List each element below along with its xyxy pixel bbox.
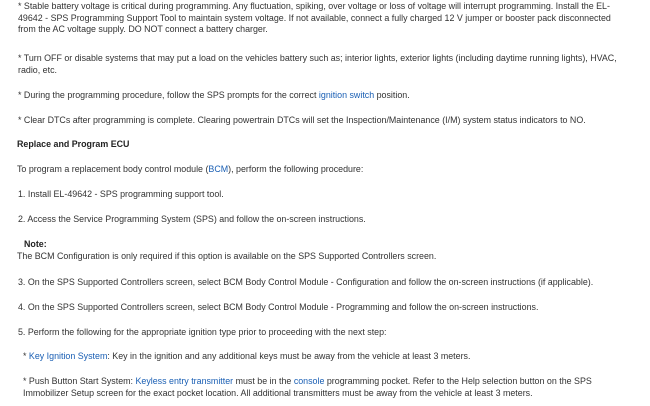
ignition-switch-link[interactable]: ignition switch — [318, 90, 375, 100]
step-1: 1. Install EL-49642 - SPS programming support tool. — [18, 189, 224, 199]
note-label: Note: — [24, 239, 47, 249]
push-button-line-1 — [23, 376, 623, 388]
push-button-text-middle: must be in the — [233, 376, 294, 386]
push-button-text-before: * Push Button Start System: — [23, 376, 136, 386]
ignition-precaution-text-after: position. — [374, 90, 410, 100]
push-button-line-2: Immobilizer Setup screen for the exact pocket location. All additional transmitters must be away from the vehicle at least 3 meters. — [23, 387, 533, 398]
battery-precaution-line-3: from the AC voltage supply. DO NOT connect a battery charger. — [18, 24, 268, 34]
step-2: 2. Access the Service Programming System (SPS) and follow the on-screen instructions. — [18, 214, 366, 224]
key-ignition-item — [23, 351, 631, 363]
battery-precaution-line-1: * Stable battery voltage is critical during programming. Any fluctuation, spiking, over voltage or loss of voltage will interrupt programming. Install the EL- — [18, 1, 610, 11]
procedure-intro-before: To program a replacement body control module ( — [17, 164, 209, 174]
push-button-item — [23, 376, 623, 399]
load-precaution-line-1: * Turn OFF or disable systems that may put a load on the vehicles battery such as; interior lights, exterior lights (including daytime running lights), HVAC, — [18, 53, 617, 63]
step-4: 4. On the SPS Supported Controllers screen, select BCM Body Control Module - Programming and follow the on-screen instructions. — [18, 302, 539, 312]
ignition-precaution-text-before: * During the programming procedure, follow the SPS prompts for the correct — [18, 90, 319, 100]
keyless-entry-transmitter-link[interactable]: Keyless entry transmitter — [135, 376, 234, 386]
load-precaution-line-2: radio, etc. — [18, 64, 57, 75]
key-ignition-system-link[interactable]: Key Ignition System — [28, 351, 108, 361]
load-precaution — [18, 53, 626, 76]
battery-precaution-line-2: 49642 - SPS Programming Support Tool to maintain system voltage. If not available, connect a fully charged 12 V jumper or booster pack disconnected — [18, 12, 611, 23]
procedure-intro-after: ), perform the following procedure: — [228, 164, 364, 174]
step-5: 5. Perform the following for the appropriate ignition type prior to proceeding with the next step: — [18, 327, 387, 337]
ignition-precaution — [18, 90, 626, 102]
battery-precaution — [18, 1, 626, 36]
bcm-link[interactable]: BCM — [208, 164, 229, 174]
key-ignition-text: : Key in the ignition and any additional keys must be away from the vehicle at least 3 meters. — [107, 351, 471, 361]
push-button-text-after: programming pocket. Refer to the Help selection button on the SPS — [324, 376, 592, 386]
procedure-intro — [17, 164, 625, 176]
console-link[interactable]: console — [293, 376, 325, 386]
dtc-precaution: * Clear DTCs after programming is complete. Clearing powertrain DTCs will set the Inspection/Maintenance (I/M) system status indicators to NO. — [18, 115, 586, 125]
note-text: The BCM Configuration is only required if this option is available on the SPS Supported Controllers screen. — [17, 251, 437, 261]
step-3: 3. On the SPS Supported Controllers screen, select BCM Body Control Module - Configuration and follow the on-screen instructions (if applicable). — [18, 277, 594, 287]
key-ignition-bullet: * — [23, 351, 29, 361]
section-heading: Replace and Program ECU — [17, 139, 130, 149]
